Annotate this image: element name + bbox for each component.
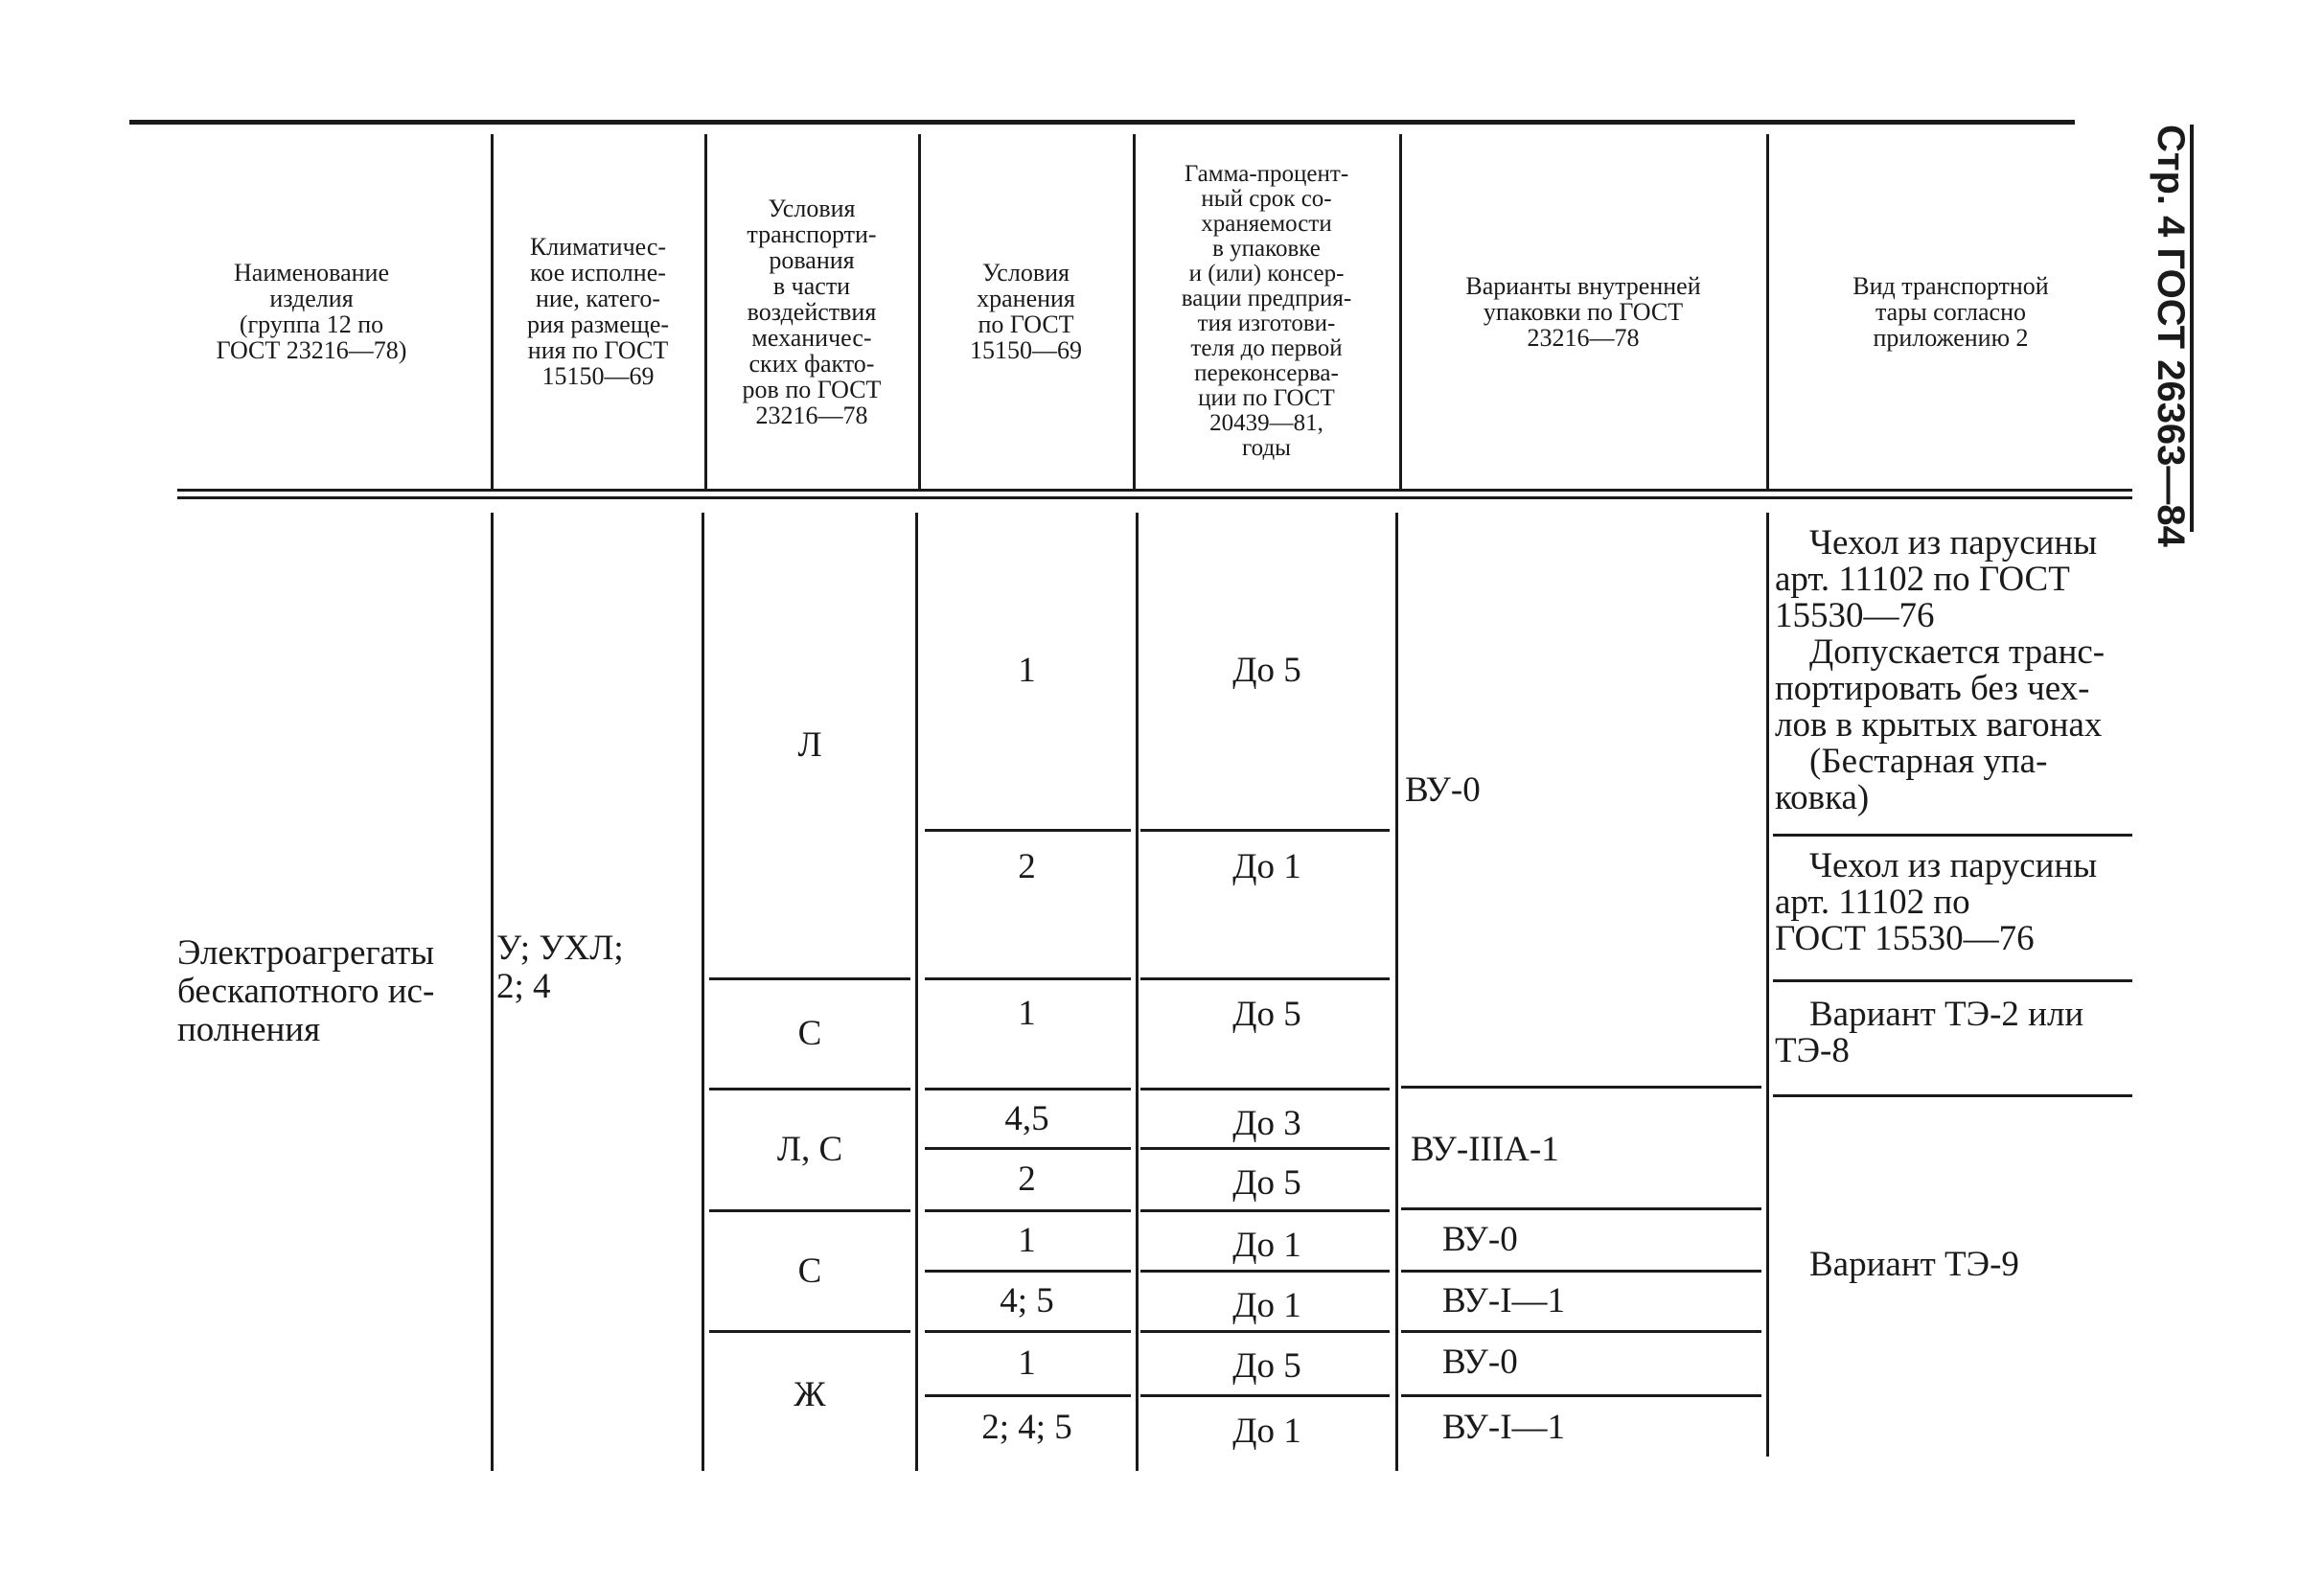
gamma-cell: До 1	[1232, 1226, 1301, 1265]
gamma-cell: До 5	[1232, 1163, 1301, 1203]
inner-packing-cell: ВУ-0	[1442, 1220, 1518, 1259]
header-product-name: Наименование изделия (группа 12 по ГОСТ 23216—78)	[216, 259, 407, 364]
storage-cell: 1	[1018, 1343, 1036, 1383]
inner-packing-cell: ВУ-0	[1405, 770, 1481, 810]
storage-cell: 1	[1018, 651, 1036, 690]
transport-cell: С	[797, 1251, 822, 1291]
storage-cell: 1	[1018, 994, 1036, 1033]
storage-cell: 4,5	[1004, 1098, 1049, 1138]
gamma-cell: До 5	[1232, 1346, 1301, 1386]
container-cell: Вариант ТЭ-2 или ТЭ-8	[1775, 995, 2084, 1070]
gamma-cell: До 3	[1232, 1104, 1301, 1143]
transport-cell: Л	[797, 724, 822, 765]
inner-packing-cell: ВУ-I—1	[1442, 1281, 1566, 1320]
transport-cell: С	[797, 1014, 822, 1053]
transport-cell: Ж	[794, 1375, 826, 1414]
header-transport-conditions: Условия транспорти- рования в части воздействия механичес- ских факто- ров по ГОСТ 23216—78	[742, 194, 882, 429]
inner-packing-cell: ВУ-IIIА-1	[1411, 1130, 1559, 1169]
container-cell: Чехол из парусины арт. 11102 по ГОСТ 15530—76	[1775, 846, 2098, 958]
gamma-cell: До 1	[1232, 1412, 1301, 1451]
inner-packing-cell: ВУ-0	[1442, 1343, 1518, 1382]
gamma-cell: До 1	[1232, 1286, 1301, 1325]
side-label-rule	[2190, 125, 2194, 532]
inner-packing-cell: ВУ-I—1	[1442, 1408, 1566, 1447]
gamma-cell: До 1	[1232, 847, 1301, 886]
storage-cell: 2	[1018, 847, 1036, 886]
header-inner-packing: Варианты внутренней упаковки по ГОСТ 23216—78	[1465, 271, 1701, 352]
storage-cell: 4; 5	[1000, 1281, 1054, 1320]
container-cell: Чехол из парусины арт. 11102 по ГОСТ 15530—76 Допускается транс- портировать без чех- лов в крытых вагонах (Бестарная упа- ковка)	[1775, 523, 2105, 817]
header-gamma-term: Гамма-процент- ный срок со- храняемости в упаковке и (или) консер- вации предприя- тия изготови- теля до первой переконсерва- ции по ГОСТ 20439—81, годы	[1181, 161, 1352, 461]
header-climate: Климатичес- кое исполне- ние, катего- рия размеще- ния по ГОСТ 15150—69	[526, 233, 670, 390]
storage-cell: 2; 4; 5	[981, 1408, 1072, 1447]
gamma-cell: До 5	[1232, 651, 1301, 690]
product-climate: У; УХЛ; 2; 4	[496, 929, 624, 1006]
gamma-cell: До 5	[1232, 995, 1301, 1034]
storage-cell: 2	[1018, 1159, 1036, 1199]
header-transport-container: Вид транспортной тары согласно приложению 2	[1852, 271, 2049, 352]
storage-cell: 1	[1018, 1221, 1036, 1260]
page-side-label: Стр. 4 ГОСТ 26363—84	[2150, 125, 2192, 547]
transport-cell: Л, С	[776, 1130, 843, 1169]
container-cell: Вариант ТЭ-9	[1809, 1245, 2019, 1284]
header-storage-conditions: Условия хранения по ГОСТ 15150—69	[970, 259, 1082, 364]
product-name: Электроагрегаты бескапотного ис- полнения	[177, 933, 435, 1049]
